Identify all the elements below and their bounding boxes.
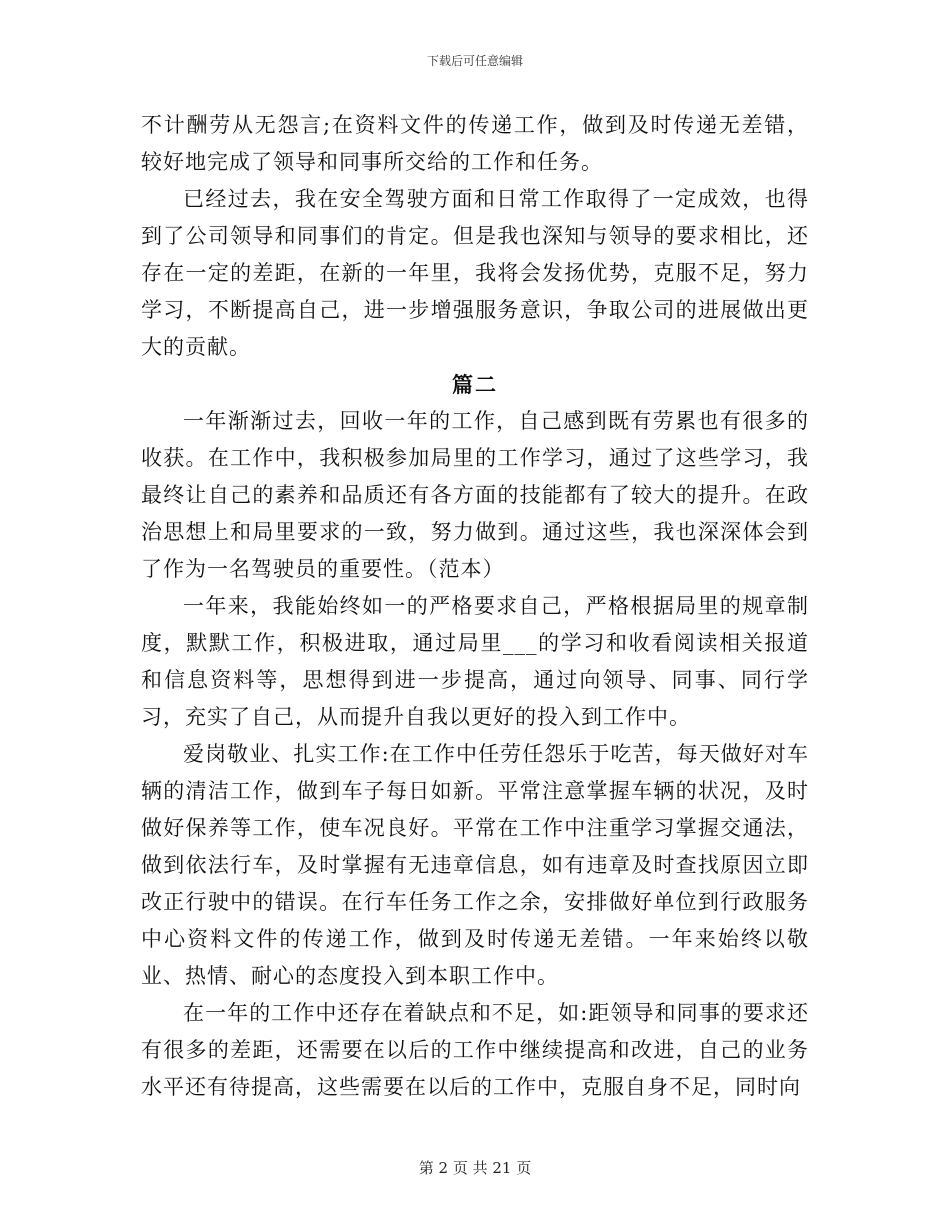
document-body [141, 107, 809, 1106]
paragraph-3: 一年渐渐过去，回收一年的工作，自己感到既有劳累也有很多的收获。在工作中，我积极参加局里的工作学习，通过了这些学习，我最终让自己的素养和品质还有各方面的技能都有了较大的提升。在政治思想上和局里要求的一致，努力做到。通过这些，我也深深体会到了作为一名驾驶员的重要性。（范本） [141, 409, 809, 581]
paragraph-4: 一年来，我能始终如一的严格要求自己，严格根据局里的规章制度，默默工作，积极进取，通过局里___的学习和收看阅读相关报道和信息资料等，思想得到进一步提高，通过向领导、同事、同行学习，充实了自己，从而提升自我以更好的投入到工作中。 [141, 594, 809, 729]
paragraph-6: 在一年的工作中还存在着缺点和不足，如:距领导和同事的要求还有很多的差距，还需要在以后的工作中继续提高和改进，自己的业务水平还有待提高，这些需要在以后的工作中，克服自身不足，同时向 [141, 1001, 809, 1099]
paragraph-2: 已经过去，我在安全驾驶方面和日常工作取得了一定成效，也得到了公司领导和同事们的肯定。但是我也深知与领导的要求相比，还存在一定的差距，在新的一年里，我将会发扬优势，克服不足，努力学习，不断提高自己，进一步增强服务意识，争取公司的进展做出更大的贡献。 [141, 187, 809, 359]
page-header: 下载后可任意编辑 [426, 54, 523, 68]
paragraph-5: 爱岗敬业、扎实工作:在工作中任劳任怨乐于吃苦，每天做好对车辆的清洁工作，做到车子每日如新。平常注意掌握车辆的状况，及时做好保养等工作，使车况良好。平常在工作中注重学习掌握交通法，做到依法行车，及时掌握有无违章信息，如有违章及时查找原因立即改正行驶中的错误。在行车任务工作之余，安排做好单位到行政服务中心资料文件的传递工作，做到及时传递无差错。一年来始终以敬业、热情、耐心的态度投入到本职工作中。 [141, 742, 809, 988]
page-footer: 第 2 页 共 21 页 [418, 1159, 532, 1177]
paragraph-1: 不计酬劳从无怨言;在资料文件的传递工作，做到及时传递无差错，较好地完成了领导和同事所交给的工作和任务。 [141, 113, 809, 174]
section-title: 篇二 [452, 372, 498, 397]
